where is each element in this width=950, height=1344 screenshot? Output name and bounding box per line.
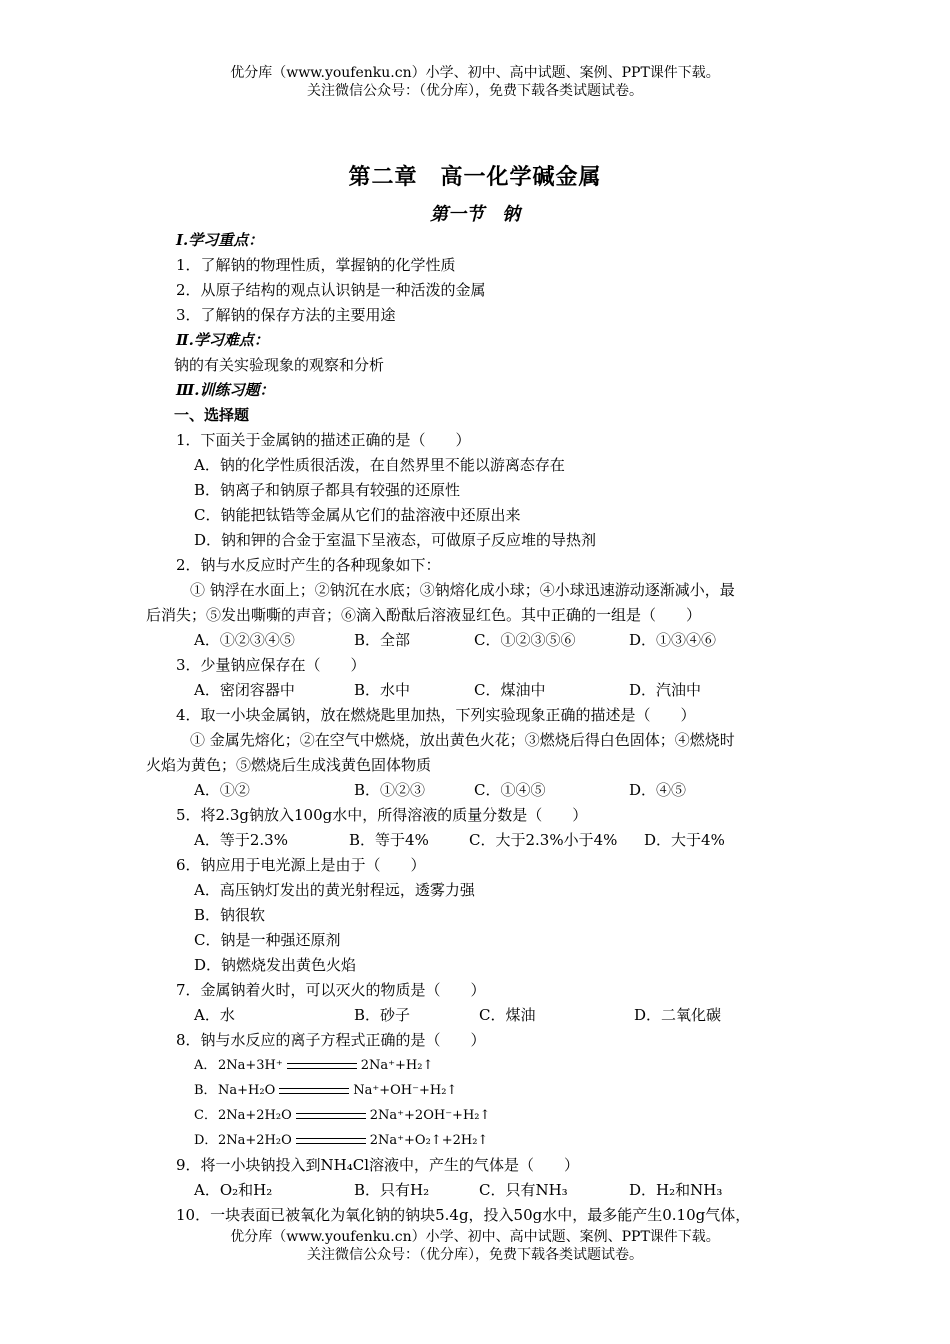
q4-body-2: 火焰为黄色；⑤燃烧后生成浅黄色固体物质 xyxy=(146,756,432,774)
q8-b-products: Na⁺+OH⁻+H₂↑ xyxy=(353,1083,458,1098)
q8-b-label: B． xyxy=(194,1083,217,1098)
q2-option-c: C．①②③⑤⑥ xyxy=(474,631,576,649)
page-header xyxy=(0,64,950,100)
q9-options xyxy=(146,1178,810,1203)
q3-option-a: A．密闭容器中 xyxy=(194,681,295,699)
q3-options xyxy=(146,678,810,703)
q9-stem: 9．将一小块钠投入到NH₄Cl溶液中，产生的气体是（ ） xyxy=(176,1156,580,1174)
q9-option-a: A．O₂和H₂ xyxy=(194,1181,273,1199)
q1-option-b: B．钠离子和钠原子都具有较强的还原性 xyxy=(194,481,461,499)
q5-options xyxy=(146,828,810,853)
q7-option-b: B．砂子 xyxy=(354,1006,411,1024)
q1-option-a: A．钠的化学性质很活泼，在自然界里不能以游离态存在 xyxy=(194,456,565,474)
q2-stem: 2．钠与水反应时产生的各种现象如下： xyxy=(176,556,441,574)
q4-stem: 4．取一小块金属钠，放在燃烧匙里加热，下列实验现象正确的描述是（ ） xyxy=(176,706,696,724)
q8-option-b xyxy=(146,1078,810,1103)
q6-option-c: C．钠是一种强还原剂 xyxy=(194,931,341,949)
choice-section-heading: 一、选择题 xyxy=(174,406,250,424)
key-points-heading: Ⅰ.学习重点： xyxy=(176,231,264,249)
q2-option-b: B．全部 xyxy=(354,631,411,649)
exercise-heading: Ⅲ.训练习题： xyxy=(176,381,275,399)
q5-option-d: D．大于4% xyxy=(644,831,725,849)
equals-sign-icon xyxy=(287,1063,357,1069)
q6-option-a: A．高压钠灯发出的黄光射程远，透雾力强 xyxy=(194,881,475,899)
header-line-1: 优分库（www.youfenku.cn）小学、初中、高中试题、案例、PPT课件下载。 xyxy=(230,65,720,81)
q7-options xyxy=(146,1003,810,1028)
q2-body-1: ① 钠浮在水面上；②钠沉在水底；③钠熔化成小球；④小球迅速游动逐渐减小，最 xyxy=(190,581,735,599)
q1-stem: 1．下面关于金属钠的描述正确的是（ ） xyxy=(176,431,471,449)
q8-a-label: A． xyxy=(194,1058,217,1073)
q6-option-d: D．钠燃烧发出黄色火焰 xyxy=(194,956,357,974)
equals-sign-icon xyxy=(279,1088,349,1094)
q4-body-1: ① 金属先熔化；②在空气中燃烧，放出黄色火花；③燃烧后得白色固体；④燃烧时 xyxy=(190,731,735,749)
q3-option-b: B．水中 xyxy=(354,681,411,699)
chapter-title: 第二章 高一化学碱金属 xyxy=(348,164,602,190)
q7-option-c: C．煤油 xyxy=(479,1006,536,1024)
footer-line-2: 关注微信公众号：（优分库），免费下载各类试题试卷。 xyxy=(307,1247,643,1263)
q2-option-d: D．①③④⑥ xyxy=(629,631,717,649)
q8-c-label: C． xyxy=(194,1108,217,1123)
q8-c-reactants: 2Na+2H₂O xyxy=(218,1108,292,1123)
equals-sign-icon xyxy=(296,1138,366,1144)
q2-option-a: A．①②③④⑤ xyxy=(194,631,295,649)
q8-d-products: 2Na⁺+O₂↑+2H₂↑ xyxy=(369,1133,489,1148)
q5-option-b: B．等于4% xyxy=(349,831,429,849)
q3-option-c: C．煤油中 xyxy=(474,681,546,699)
q8-b-reactants: Na+H₂O xyxy=(218,1083,276,1098)
q7-stem: 7．金属钠着火时，可以灭火的物质是（ ） xyxy=(176,981,486,999)
key-point-2: 2．从原子结构的观点认识钠是一种活泼的金属 xyxy=(176,281,486,299)
q2-body-2: 后消失；⑤发出嘶嘶的声音；⑥滴入酚酞后溶液显红色。其中正确的一组是（ ） xyxy=(146,606,702,624)
q7-option-a: A．水 xyxy=(194,1006,235,1024)
q8-option-d xyxy=(146,1128,810,1153)
q2-options xyxy=(146,628,810,653)
difficulty-text: 钠的有关实验现象的观察和分析 xyxy=(174,356,385,374)
q8-a-products: 2Na⁺+H₂↑ xyxy=(360,1058,434,1073)
section-title: 第一节 钠 xyxy=(430,204,520,225)
q8-c-products: 2Na⁺+2OH⁻+H₂↑ xyxy=(369,1108,491,1123)
q9-option-b: B．只有H₂ xyxy=(354,1181,430,1199)
q1-option-c: C．钠能把钛锆等金属从它们的盐溶液中还原出来 xyxy=(194,506,521,524)
q8-stem: 8．钠与水反应的离子方程式正确的是（ ） xyxy=(176,1031,486,1049)
header-line-2: 关注微信公众号：（优分库），免费下载各类试题试卷。 xyxy=(307,83,643,99)
q6-stem: 6．钠应用于电光源上是由于（ ） xyxy=(176,856,426,874)
footer-line-1: 优分库（www.youfenku.cn）小学、初中、高中试题、案例、PPT课件下载。 xyxy=(230,1229,720,1245)
equals-sign-icon xyxy=(296,1113,366,1119)
q4-options xyxy=(146,778,810,803)
q3-option-d: D．汽油中 xyxy=(629,681,702,699)
q4-option-b: B．①②③ xyxy=(354,781,426,799)
q1-option-d: D．钠和钾的合金于室温下呈液态，可做原子反应堆的导热剂 xyxy=(194,531,597,549)
q8-d-reactants: 2Na+2H₂O xyxy=(218,1133,292,1148)
q4-option-c: C．①④⑤ xyxy=(474,781,546,799)
q5-stem: 5．将2.3g钠放入100g水中，所得溶液的质量分数是（ ） xyxy=(176,806,588,824)
key-point-3: 3．了解钠的保存方法的主要用途 xyxy=(176,306,396,324)
q3-stem: 3．少量钠应保存在（ ） xyxy=(176,656,366,674)
page-footer xyxy=(0,1228,950,1264)
q9-option-c: C．只有NH₃ xyxy=(479,1181,568,1199)
q4-option-a: A．①② xyxy=(194,781,250,799)
document-body xyxy=(146,228,810,1228)
q10-stem: 10．一块表面已被氧化为氧化钠的钠块5.4g，投入50g水中，最多能产生0.10g气体， xyxy=(176,1206,751,1224)
q5-option-c: C．大于2.3%小于4% xyxy=(469,831,618,849)
q5-option-a: A．等于2.3% xyxy=(194,831,288,849)
q8-option-c xyxy=(146,1103,810,1128)
q8-a-reactants: 2Na+3H⁺ xyxy=(218,1058,283,1073)
q4-option-d: D．④⑤ xyxy=(629,781,687,799)
q8-option-a xyxy=(146,1053,810,1078)
q9-option-d: D．H₂和NH₃ xyxy=(629,1181,723,1199)
q7-option-d: D．二氧化碳 xyxy=(634,1006,722,1024)
difficulty-heading: Ⅱ.学习难点： xyxy=(176,331,269,349)
q6-option-b: B．钠很软 xyxy=(194,906,266,924)
q8-d-label: D． xyxy=(194,1133,218,1148)
key-point-1: 1．了解钠的物理性质，掌握钠的化学性质 xyxy=(176,256,456,274)
